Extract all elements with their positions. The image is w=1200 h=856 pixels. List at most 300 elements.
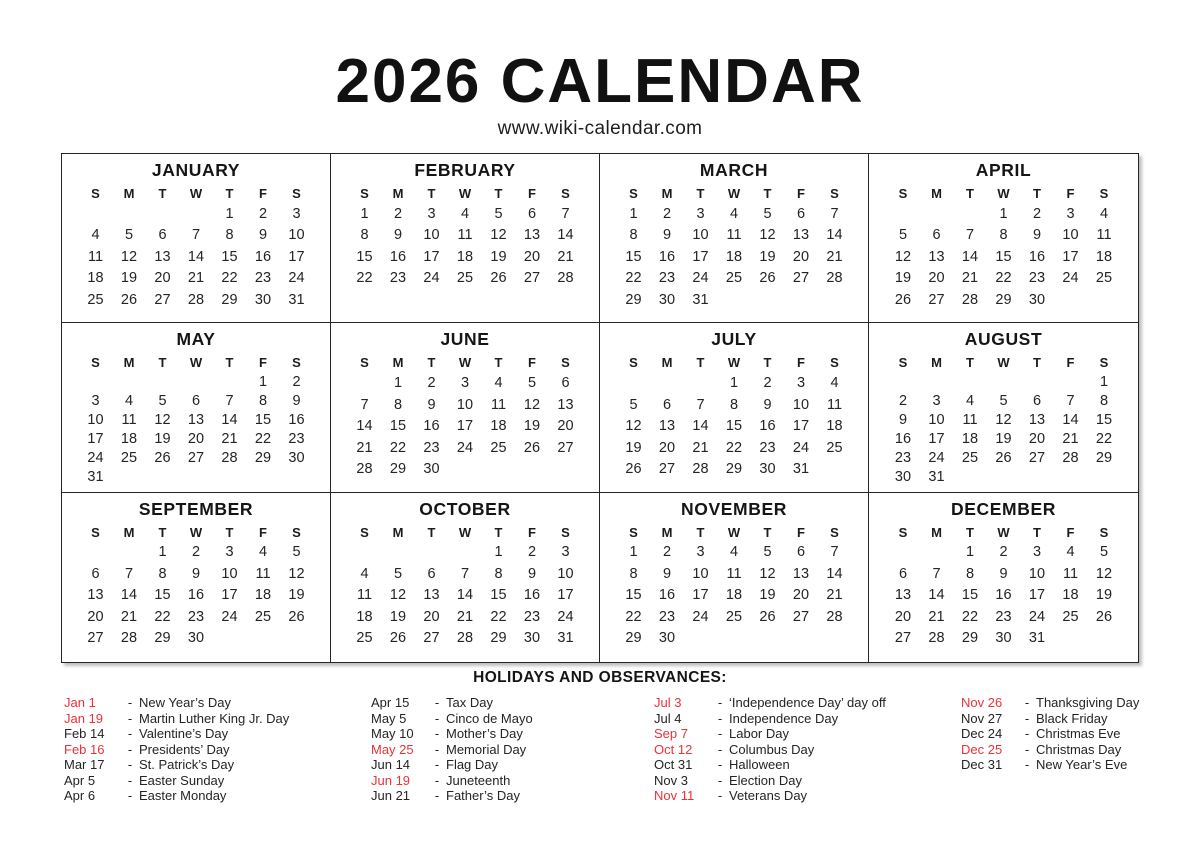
- weekday-header: S: [898, 186, 908, 201]
- day-cell: 12: [759, 565, 776, 582]
- month-title: AUGUST: [964, 329, 1043, 350]
- holiday-dash: -: [127, 726, 133, 741]
- day-cell: 23: [254, 270, 272, 287]
- weekday-header: M: [392, 355, 404, 371]
- day-cell: 9: [292, 392, 301, 409]
- day-cell: 30: [254, 291, 272, 308]
- empty-cell: [953, 203, 987, 225]
- day-cell: 4: [258, 544, 268, 561]
- day-cell: 25: [490, 439, 507, 456]
- day-cell: 14: [1062, 411, 1079, 428]
- day-cell: 26: [120, 291, 138, 308]
- weekday-header: M: [931, 186, 942, 201]
- day-cell: 3: [932, 392, 941, 409]
- day-cell: 19: [995, 430, 1012, 447]
- empty-cell: [112, 203, 146, 225]
- day-cell: 26: [389, 630, 407, 647]
- empty-cell: [79, 203, 113, 225]
- day-cell: 17: [221, 587, 238, 604]
- weekday-header: S: [91, 186, 100, 201]
- month-day-grid: [617, 353, 852, 480]
- day-cell: 2: [258, 205, 268, 222]
- empty-cell: [381, 542, 415, 564]
- day-cell: 26: [288, 608, 305, 625]
- weekday-header: W: [727, 524, 741, 540]
- day-cell: 13: [523, 227, 541, 244]
- day-cell: 13: [154, 248, 171, 265]
- day-cell: 5: [292, 544, 301, 561]
- day-cell: 16: [1028, 248, 1046, 265]
- weekday-header: W: [727, 186, 741, 201]
- day-cell: 13: [658, 418, 676, 435]
- day-cell: 25: [254, 608, 272, 625]
- empty-cell: [818, 458, 852, 480]
- holiday-item: [654, 757, 961, 773]
- day-cell: 24: [557, 608, 574, 625]
- month-january: [62, 154, 331, 323]
- holiday-name: ‘Independence Day’ day off: [729, 695, 886, 710]
- month-title: MARCH: [699, 160, 769, 180]
- day-cell: 11: [962, 411, 978, 428]
- weekday-header: T: [1033, 186, 1041, 201]
- holiday-date: Nov 11: [654, 788, 695, 803]
- day-cell: 16: [759, 418, 776, 435]
- day-cell: 16: [658, 587, 676, 604]
- day-cell: 9: [662, 227, 672, 244]
- weekday-header: M: [392, 186, 404, 201]
- day-cell: 9: [191, 565, 201, 582]
- holiday-name: Christmas Day: [1036, 741, 1122, 757]
- holiday-item: [371, 773, 654, 789]
- day-cell: 13: [557, 396, 574, 413]
- day-cell: 15: [725, 418, 743, 435]
- holiday-dash: -: [127, 772, 133, 788]
- weekday-header: F: [797, 186, 805, 201]
- holiday-item: [961, 695, 1171, 711]
- day-cell: 26: [625, 461, 642, 478]
- weekday-header: F: [259, 186, 267, 201]
- holiday-item: [961, 726, 1171, 742]
- day-cell: 29: [254, 449, 272, 466]
- day-cell: 30: [523, 630, 541, 647]
- day-cell: 19: [288, 587, 305, 604]
- day-cell: 8: [999, 227, 1008, 244]
- day-cell: 10: [288, 227, 305, 244]
- day-cell: 8: [158, 565, 167, 582]
- day-cell: 9: [898, 411, 908, 428]
- holiday-date: Jul 3: [654, 695, 682, 710]
- day-cell: 7: [1066, 392, 1075, 409]
- day-cell: 6: [91, 565, 100, 582]
- holiday-name: Martin Luther King Jr. Day: [139, 710, 290, 726]
- day-cell: 8: [629, 565, 638, 582]
- day-cell: 17: [692, 248, 709, 265]
- day-cell: 9: [662, 565, 672, 582]
- weekday-header: S: [561, 524, 570, 540]
- weekday-header: S: [1099, 524, 1109, 540]
- day-cell: 28: [557, 270, 574, 287]
- weekday-header: S: [561, 186, 570, 201]
- weekday-header: T: [966, 355, 974, 371]
- day-cell: 1: [225, 205, 234, 222]
- holiday-name: Labor Day: [729, 726, 789, 741]
- day-cell: 4: [1066, 544, 1075, 561]
- day-cell: 20: [523, 248, 541, 265]
- day-cell: 22: [356, 270, 373, 287]
- day-cell: 11: [726, 565, 742, 582]
- day-cell: 7: [830, 544, 839, 561]
- holiday-name: Mother’s Day: [446, 726, 523, 741]
- day-cell: 25: [456, 270, 474, 287]
- day-cell: 14: [356, 418, 373, 435]
- holiday-dash: -: [127, 710, 133, 726]
- day-cell: 17: [928, 430, 945, 447]
- weekday-header: T: [158, 524, 167, 540]
- month-day-grid: [348, 523, 583, 650]
- holidays-list: [64, 695, 1174, 804]
- holiday-item: [961, 742, 1171, 758]
- weekday-header: T: [225, 524, 234, 540]
- month-day-grid: [348, 353, 583, 480]
- day-cell: 18: [254, 587, 272, 604]
- holiday-date: Nov 26: [961, 695, 1003, 710]
- weekday-header: T: [696, 355, 705, 371]
- day-cell: 10: [87, 411, 104, 428]
- day-cell: 11: [1062, 565, 1079, 582]
- month-title: JULY: [711, 329, 757, 350]
- empty-cell: [179, 372, 213, 391]
- month-title: NOVEMBER: [681, 498, 787, 519]
- month-day-grid: [79, 523, 314, 650]
- empty-cell: [448, 542, 482, 564]
- holiday-date: Dec 31: [961, 757, 1003, 772]
- day-cell: 15: [490, 587, 507, 604]
- empty-cell: [549, 458, 583, 480]
- weekday-header: T: [494, 186, 503, 201]
- holiday-dash: -: [717, 695, 723, 710]
- day-cell: 11: [490, 396, 507, 413]
- day-cell: 4: [729, 205, 739, 222]
- day-cell: 17: [792, 418, 810, 435]
- holiday-dash: -: [1024, 741, 1030, 757]
- day-cell: 18: [87, 270, 104, 287]
- day-cell: 13: [187, 411, 205, 428]
- empty-cell: [213, 372, 247, 391]
- day-cell: 2: [191, 544, 201, 561]
- month-title: OCTOBER: [419, 498, 511, 519]
- day-cell: 4: [91, 227, 100, 244]
- holiday-date: Mar 17: [64, 757, 105, 772]
- empty-cell: [448, 458, 482, 480]
- month-day-grid: [886, 353, 1121, 486]
- day-cell: 24: [288, 270, 305, 287]
- weekday-header: M: [931, 524, 942, 540]
- day-cell: 4: [729, 544, 739, 561]
- day-cell: 22: [1095, 430, 1113, 447]
- month-july: [600, 323, 869, 492]
- day-cell: 21: [356, 439, 373, 456]
- empty-cell: [1054, 372, 1088, 391]
- day-cell: 29: [490, 630, 507, 647]
- day-cell: 16: [894, 430, 912, 447]
- day-cell: 28: [961, 291, 979, 308]
- day-cell: 27: [87, 630, 104, 647]
- day-cell: 31: [928, 468, 945, 485]
- day-cell: 7: [830, 205, 839, 222]
- holiday-date: Jan 1: [64, 695, 96, 710]
- holiday-name: Presidents’ Day: [139, 741, 230, 757]
- holiday-item: [654, 773, 961, 789]
- day-cell: 20: [87, 608, 104, 625]
- day-cell: 15: [625, 248, 642, 265]
- day-cell: 6: [898, 565, 908, 582]
- holiday-item: [654, 711, 961, 727]
- empty-cell: [684, 628, 718, 650]
- day-cell: 5: [527, 375, 537, 392]
- day-cell: 27: [1028, 449, 1046, 466]
- day-cell: 6: [662, 396, 672, 413]
- day-cell: 20: [187, 430, 205, 447]
- day-cell: 26: [995, 449, 1012, 466]
- day-cell: 6: [1032, 392, 1042, 409]
- month-december: [869, 493, 1138, 662]
- day-cell: 25: [120, 449, 138, 466]
- empty-cell: [1054, 289, 1088, 311]
- day-cell: 13: [1028, 411, 1046, 428]
- holiday-dash: -: [434, 741, 440, 757]
- weekday-header: T: [966, 524, 974, 540]
- day-cell: 29: [625, 630, 642, 647]
- day-cell: 26: [523, 439, 541, 456]
- empty-cell: [213, 628, 247, 650]
- month-october: [331, 493, 600, 662]
- weekday-header: F: [259, 355, 267, 371]
- day-cell: 26: [490, 270, 507, 287]
- day-cell: 17: [692, 587, 709, 604]
- day-cell: 30: [288, 449, 305, 466]
- month-november: [600, 493, 869, 662]
- day-cell: 31: [288, 291, 305, 308]
- day-cell: 18: [456, 248, 474, 265]
- day-cell: 17: [423, 248, 440, 265]
- empty-cell: [515, 458, 549, 480]
- day-cell: 29: [221, 291, 238, 308]
- day-cell: 8: [225, 227, 234, 244]
- empty-cell: [818, 289, 852, 311]
- day-cell: 7: [932, 565, 941, 582]
- month-day-grid: [79, 353, 314, 486]
- day-cell: 9: [258, 227, 268, 244]
- day-cell: 17: [288, 248, 305, 265]
- day-cell: 13: [423, 587, 440, 604]
- empty-cell: [650, 372, 684, 394]
- day-cell: 25: [725, 608, 743, 625]
- day-cell: 11: [87, 248, 104, 265]
- day-cell: 3: [1066, 205, 1075, 222]
- day-cell: 6: [191, 392, 201, 409]
- day-cell: 24: [792, 439, 810, 456]
- day-cell: 14: [187, 248, 205, 265]
- weekday-header: T: [966, 186, 974, 201]
- month-day-grid: [617, 523, 852, 650]
- day-cell: 20: [792, 248, 810, 265]
- day-cell: 7: [191, 227, 201, 244]
- day-cell: 30: [894, 468, 912, 485]
- empty-cell: [920, 542, 954, 564]
- day-cell: 22: [961, 608, 979, 625]
- day-cell: 11: [356, 587, 373, 604]
- day-cell: 23: [658, 270, 676, 287]
- day-cell: 24: [221, 608, 238, 625]
- day-cell: 14: [692, 418, 709, 435]
- holiday-date: Jun 19: [371, 772, 411, 788]
- day-cell: 3: [1032, 544, 1042, 561]
- weekday-header: M: [661, 355, 673, 371]
- weekday-header: W: [189, 186, 203, 201]
- month-title: JUNE: [440, 329, 490, 350]
- day-cell: 14: [120, 587, 138, 604]
- empty-cell: [1087, 628, 1121, 650]
- day-cell: 6: [796, 205, 806, 222]
- day-cell: 18: [725, 248, 743, 265]
- day-cell: 28: [187, 291, 205, 308]
- day-cell: 16: [995, 587, 1012, 604]
- empty-cell: [179, 203, 213, 225]
- day-cell: 18: [120, 430, 138, 447]
- day-cell: 10: [221, 565, 238, 582]
- day-cell: 12: [523, 396, 541, 413]
- holiday-name: Valentine’s Day: [139, 726, 229, 741]
- day-cell: 15: [1095, 411, 1113, 428]
- day-cell: 9: [763, 396, 772, 413]
- day-cell: 1: [629, 544, 638, 561]
- weekday-header: M: [661, 524, 673, 540]
- day-cell: 15: [254, 411, 272, 428]
- month-march: [600, 154, 869, 323]
- weekday-header: S: [360, 524, 369, 540]
- day-cell: 10: [792, 396, 810, 413]
- month-title: APRIL: [975, 160, 1032, 180]
- day-cell: 13: [894, 587, 912, 604]
- empty-cell: [79, 372, 113, 391]
- day-cell: 22: [154, 608, 171, 625]
- day-cell: 7: [561, 205, 570, 222]
- day-cell: 21: [692, 439, 709, 456]
- weekday-header: T: [763, 355, 772, 371]
- day-cell: 25: [961, 449, 979, 466]
- holiday-item: [371, 726, 654, 742]
- day-cell: 11: [255, 565, 271, 582]
- empty-cell: [987, 467, 1021, 486]
- day-cell: 21: [221, 430, 238, 447]
- holiday-name: Halloween: [729, 757, 790, 772]
- day-cell: 3: [91, 392, 100, 409]
- holiday-dash: -: [717, 757, 723, 772]
- holiday-column: [371, 695, 654, 804]
- weekday-header: S: [561, 355, 570, 371]
- day-cell: 6: [158, 227, 167, 244]
- holiday-dash: -: [1024, 695, 1030, 710]
- holiday-date: Oct 31: [654, 757, 693, 772]
- month-title: MAY: [176, 329, 216, 350]
- weekday-header: F: [1066, 355, 1075, 371]
- weekday-header: M: [931, 355, 942, 371]
- day-cell: 1: [729, 375, 739, 392]
- holiday-name: Flag Day: [446, 757, 499, 772]
- day-cell: 29: [995, 291, 1012, 308]
- day-cell: 15: [389, 418, 407, 435]
- weekday-header: T: [427, 355, 436, 371]
- day-cell: 20: [894, 608, 912, 625]
- day-cell: 18: [1095, 248, 1113, 265]
- holiday-name: Memorial Day: [446, 741, 527, 757]
- holiday-dash: -: [717, 772, 723, 788]
- day-cell: 25: [87, 291, 104, 308]
- holiday-dash: -: [127, 788, 133, 803]
- holiday-item: [654, 742, 961, 758]
- day-cell: 6: [527, 205, 537, 222]
- day-cell: 25: [826, 439, 843, 456]
- day-cell: 21: [557, 248, 574, 265]
- day-cell: 6: [932, 227, 941, 244]
- empty-cell: [348, 372, 382, 394]
- day-cell: 15: [995, 248, 1012, 265]
- day-cell: 28: [356, 461, 373, 478]
- day-cell: 27: [523, 270, 541, 287]
- day-cell: 22: [625, 270, 642, 287]
- day-cell: 17: [87, 430, 104, 447]
- day-cell: 4: [360, 565, 369, 582]
- day-cell: 23: [523, 608, 541, 625]
- empty-cell: [213, 467, 247, 486]
- day-cell: 24: [692, 608, 709, 625]
- weekday-header: S: [629, 355, 638, 371]
- day-cell: 10: [692, 565, 709, 582]
- day-cell: 3: [427, 205, 436, 222]
- day-cell: 15: [154, 587, 171, 604]
- holiday-item: [64, 742, 371, 758]
- month-title: JANUARY: [151, 160, 241, 180]
- day-cell: 18: [961, 430, 979, 447]
- holiday-dash: -: [717, 741, 723, 757]
- day-cell: 15: [625, 587, 642, 604]
- day-cell: 19: [759, 587, 776, 604]
- day-cell: 2: [292, 373, 301, 390]
- day-cell: 24: [456, 439, 474, 456]
- day-cell: 1: [393, 375, 403, 392]
- day-cell: 11: [1096, 227, 1112, 244]
- day-cell: 20: [658, 439, 676, 456]
- day-cell: 4: [965, 392, 975, 409]
- weekday-header: M: [661, 186, 673, 201]
- holiday-date: Feb 14: [64, 726, 105, 741]
- day-cell: 5: [158, 392, 167, 409]
- day-cell: 21: [826, 587, 843, 604]
- holiday-item: [64, 757, 371, 773]
- holiday-date: Dec 24: [961, 726, 1003, 741]
- day-cell: 6: [796, 544, 806, 561]
- holiday-date: May 25: [371, 741, 414, 757]
- day-cell: 2: [662, 544, 672, 561]
- holiday-date: Jul 4: [654, 710, 682, 726]
- day-cell: 20: [154, 270, 171, 287]
- holidays-heading: HOLIDAYS AND OBSERVANCES:: [473, 669, 727, 686]
- day-cell: 18: [826, 418, 843, 435]
- day-cell: 7: [460, 565, 470, 582]
- day-cell: 5: [1099, 544, 1109, 561]
- day-cell: 23: [759, 439, 776, 456]
- day-cell: 28: [692, 461, 709, 478]
